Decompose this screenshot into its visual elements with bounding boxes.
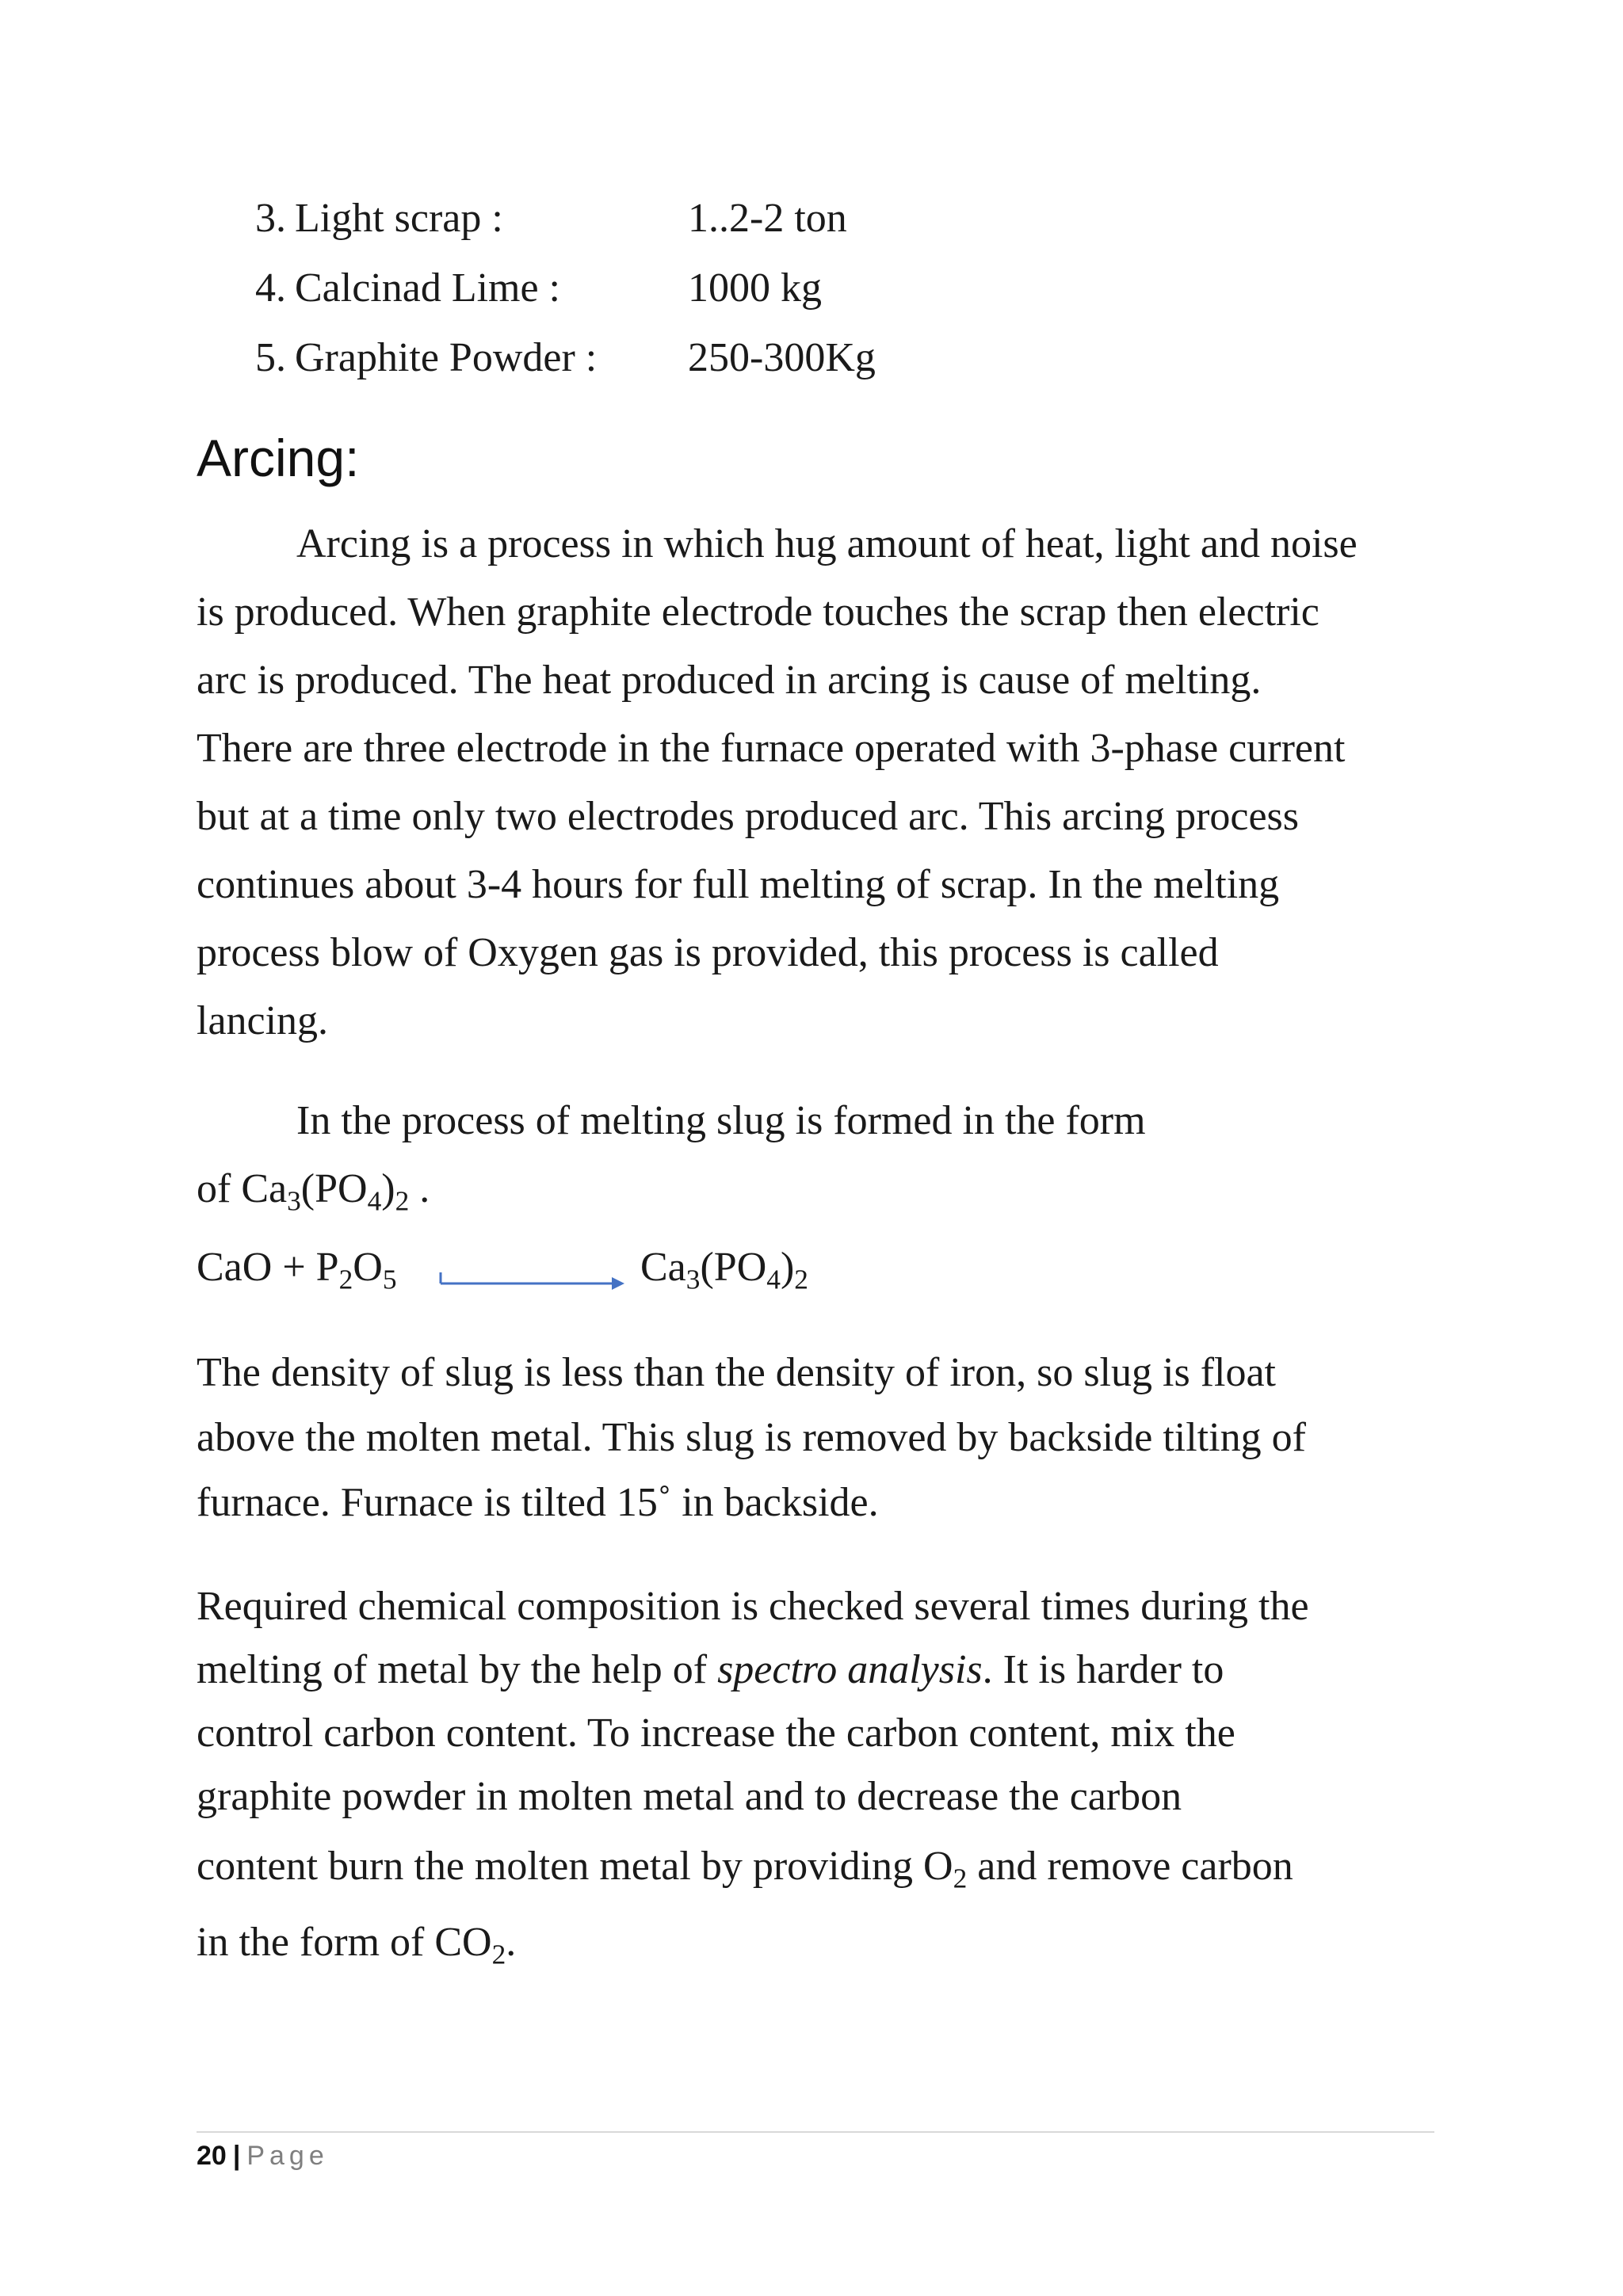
list-item-value: 250-300Kg [688, 335, 876, 380]
text-run: ) [780, 1245, 795, 1290]
composition-paragraph [197, 1575, 1449, 1981]
text-run: . It is harder to [982, 1647, 1224, 1692]
reaction-arrow-icon [437, 1260, 628, 1295]
list-item-number: 3. [255, 196, 286, 241]
paragraph-line [197, 1829, 1449, 1905]
paragraph-line [197, 1638, 1449, 1702]
footer-divider [197, 2131, 1434, 2133]
paragraph-line: Arcing is a process in which hug amount of heat, light and noise [296, 521, 1358, 566]
page-label: Page [246, 2141, 329, 2171]
paragraph-line: lancing. [197, 998, 329, 1043]
text-run: in the form of CO [197, 1920, 492, 1965]
footer-separator: | [232, 2141, 241, 2171]
density-paragraph [197, 1341, 1449, 1535]
subscript: 5 [382, 1263, 397, 1295]
equation-product [640, 1244, 808, 1295]
text-run: Ca [640, 1245, 686, 1290]
text-run: melting of metal by the help of [197, 1647, 718, 1692]
subscript: 2 [794, 1263, 808, 1295]
paragraph-line: The density of slug is less than the density of iron, so slug is float [197, 1350, 1276, 1395]
equation-reactants [197, 1244, 397, 1295]
paragraph-line: above the molten metal. This slug is removed by backside tilting of [197, 1415, 1306, 1460]
paragraph-line: There are three electrode in the furnace operated with 3-phase current [197, 726, 1346, 771]
paragraph-line [197, 1155, 1449, 1223]
text-run: (PO [700, 1245, 767, 1290]
text-run: CaO + P [197, 1245, 339, 1290]
paragraph-line: but at a time only two electrodes produced arc. This arcing process [197, 794, 1300, 839]
list-item-label: Calcinad Lime : [295, 265, 561, 311]
section-heading: Arcing: [197, 429, 360, 487]
subscript: 2 [953, 1862, 968, 1894]
list-item-number: 5. [255, 335, 286, 380]
text-run: ) [381, 1166, 395, 1211]
list-item-label: Graphite Powder : [295, 335, 598, 380]
paragraph-line: Required chemical composition is checked several times during the [197, 1584, 1309, 1629]
paragraph-line: is produced. When graphite electrode touches the scrap then electric [197, 589, 1319, 635]
text-run: . [506, 1920, 517, 1965]
paragraph-line: arc is produced. The heat produced in arcing is cause of melting. [197, 658, 1262, 703]
list-item-value: 1..2-2 ton [688, 196, 847, 241]
page-number: 20 [197, 2141, 227, 2171]
text-run: of Ca [197, 1166, 288, 1211]
list-item-value: 1000 kg [688, 265, 822, 311]
subscript: 2 [395, 1184, 410, 1217]
subscript: 3 [287, 1184, 301, 1217]
emphasis-text: spectro analysis [717, 1647, 983, 1692]
paragraph-line: furnace. Furnace is tilted 15˚ in backside. [197, 1480, 879, 1525]
text-run: (PO [300, 1166, 368, 1211]
subscript: 4 [367, 1184, 382, 1217]
slag-paragraph [197, 1087, 1449, 1223]
text-run: content burn the molten metal by providing O [197, 1844, 953, 1889]
subscript: 3 [685, 1263, 701, 1295]
text-run: O [353, 1245, 383, 1290]
paragraph-line: graphite powder in molten metal and to decrease the carbon [197, 1774, 1182, 1819]
page-footer [197, 2136, 329, 2176]
text-run: and remove carbon [967, 1844, 1293, 1889]
list-item-label: Light scrap : [295, 196, 503, 241]
subscript: 4 [766, 1263, 781, 1295]
chemical-equation [197, 1244, 989, 1315]
paragraph-line [197, 1905, 1449, 1981]
paragraph-line: process blow of Oxygen gas is provided, this process is called [197, 930, 1219, 975]
list-item-number: 4. [255, 265, 286, 311]
subscript: 2 [491, 1938, 506, 1970]
arcing-paragraph [197, 510, 1449, 1055]
paragraph-line: control carbon content. To increase the carbon content, mix the [197, 1711, 1235, 1756]
text-run: . [409, 1166, 430, 1211]
paragraph-line: In the process of melting slug is formed in the form [296, 1098, 1146, 1143]
subscript: 2 [338, 1263, 353, 1295]
paragraph-line: continues about 3-4 hours for full melting of scrap. In the melting [197, 862, 1280, 907]
